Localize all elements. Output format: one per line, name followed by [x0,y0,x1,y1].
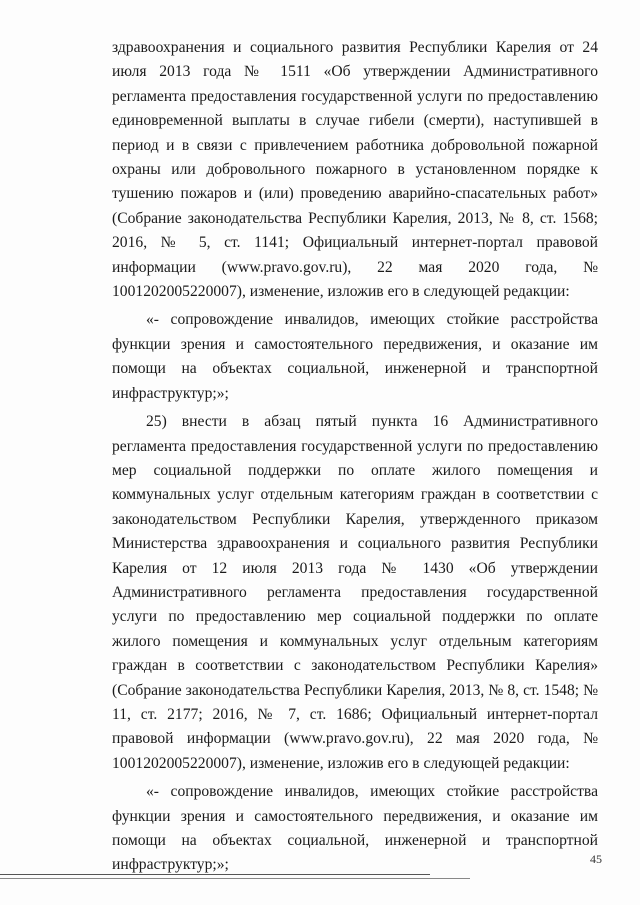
scan-edge-line [0,874,430,875]
document-body [112,36,598,878]
paragraph-quoted-amendment-2: «- сопровождение инвалидов, имеющих стойкие расстройства функции зрения и самостоятельного передвижения, и оказание им помощи на объектах социальной, инженерной и транспортной инфраструктур;»; [112,783,598,874]
page-number: 45 [590,852,602,866]
paragraph-item-25: 25) внести в абзац пятый пункта 16 Административного регламента предоставления государственной услуги по предоставлению мер социальной поддержки по оплате жилого помещения и коммунальных услуг отдельным категориям граждан в соответствии с законодательством Республики Карелия, утвержденного приказом Министерства здравоохранения и социального развития Республики Карелия от 12 июля 2013 года № 1430 «Об утверждении Административного регламента предоставления государственной услуги по предоставлению мер социальной поддержки по оплате жилого помещения и коммунальных услуг отдельным категориям граждан в соответствии с законодательством Республики Карелия» (Собрание законодательства Республики Карелия, 2013, № 8, ст. 1548; № 11, ст. 2177; 2016, № 7, ст. 1686; Официальный интернет-портал правовой информации (www.pravo.gov.ru), 22 мая 2020 года, № 1001202005220007), изменение, изложив его в следующей редакции: [112,413,598,772]
paragraph-quoted-amendment: «- сопровождение инвалидов, имеющих стойкие расстройства функции зрения и самостоятельного передвижения, и оказание им помощи на объектах социальной, инженерной и транспортной инфраструктур;»; [112,311,598,402]
paragraph-continuation: здравоохранения и социального развития Республики Карелия от 24 июля 2013 года № 1511 «Об утверждении Административного регламента предоставления государственной услуги по предоставлению единовременной выплаты в случае гибели (смерти), наступившей в период и в связи с привлечением работника добровольной пожарной охраны или добровольного пожарного в установленном порядке к тушению пожаров и (или) проведению аварийно-спасательных работ» (Собрание законодательства Республики Карелия, 2013, № 8, ст. 1568; 2016, № 5, ст. 1141; Официальный интернет-портал правовой информации (www.pravo.gov.ru), 22 мая 2020 года, № 1001202005220007), изменение, изложив его в следующей редакции: [112,39,598,301]
scan-edge-line-secondary [0,878,470,879]
